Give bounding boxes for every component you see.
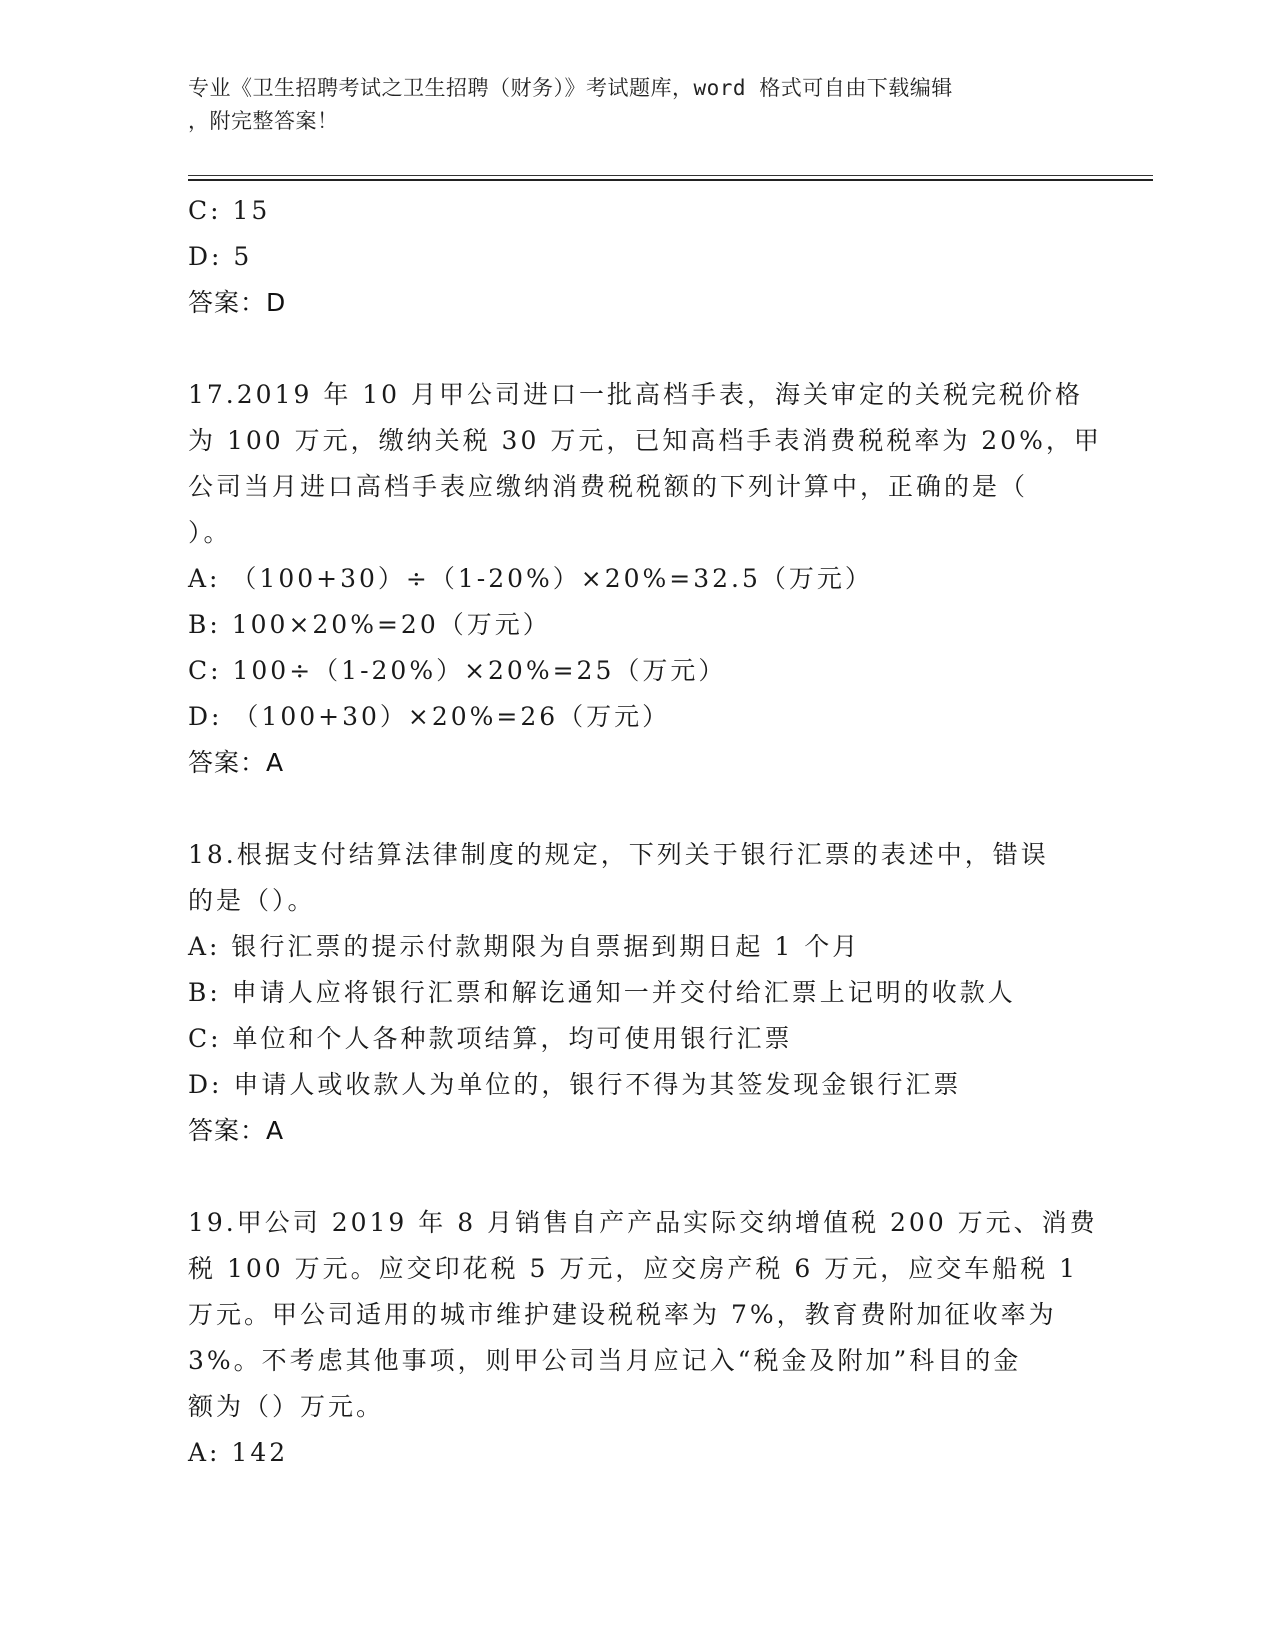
- option-d: D: 申请人或收款人为单位的，银行不得为其签发现金银行汇票: [188, 1070, 962, 1099]
- option-a: A: 142: [188, 1438, 289, 1467]
- header-divider-thick: [188, 179, 1153, 181]
- question-text-line: ）。: [188, 518, 232, 547]
- question-text-line: 3%。不考虑其他事项，则甲公司当月应记入“税金及附加”科目的金: [188, 1346, 1022, 1375]
- question-text-line: 17.2019 年 10 月甲公司进口一批高档手表，海关审定的关税完税价格: [188, 380, 1084, 409]
- question-19: [188, 1200, 1098, 1476]
- question-text-line: 万元。甲公司适用的城市维护建设税税率为 7%，教育费附加征收率为: [188, 1300, 1057, 1329]
- spacer: [188, 326, 1088, 372]
- option-b: B: 申请人应将银行汇票和解讫通知一并交付给汇票上记明的收款人: [188, 978, 1016, 1007]
- option-a: A: （100+30）÷（1-20%）×20%=32.5（万元）: [188, 564, 873, 593]
- spacer: [188, 1154, 1088, 1200]
- question-text-line: 19.甲公司 2019 年 8 月销售自产产品实际交纳增值税 200 万元、消费: [188, 1208, 1098, 1237]
- answer-line: 答案：D: [188, 288, 287, 317]
- question-text-line: 税 100 万元。应交印花税 5 万元，应交房产税 6 万元，应交车船税 1: [188, 1254, 1079, 1283]
- header-line-1: 专业《卫生招聘考试之卫生招聘（财务）》考试题库，word 格式可自由下载编辑: [188, 76, 953, 100]
- question-17: [188, 372, 1102, 786]
- option-c: C: 15: [188, 196, 271, 225]
- option-d: D: （100+30）×20%=26（万元）: [188, 702, 671, 731]
- question-text-line: 的是（）。: [188, 886, 316, 915]
- question-text-line: 为 100 万元，缴纳关税 30 万元，已知高档手表消费税税率为 20%，甲: [188, 426, 1102, 455]
- question-text-line: 额为（）万元。: [188, 1392, 385, 1421]
- header-line-2: ，附完整答案！: [188, 109, 339, 133]
- option-c: C: 单位和个人各种款项结算，均可使用银行汇票: [188, 1024, 793, 1053]
- option-d: D: 5: [188, 242, 253, 271]
- question-18: [188, 832, 1088, 1154]
- header-divider-thin: [188, 175, 1153, 176]
- document-body: [188, 188, 1102, 1476]
- answer-line: 答案：A: [188, 748, 285, 777]
- question-text-line: 公司当月进口高档手表应缴纳消费税税额的下列计算中，正确的是（: [188, 472, 1029, 501]
- answer-line: 答案：A: [188, 1116, 285, 1145]
- spacer: [188, 786, 1088, 832]
- question-16-continued: [188, 188, 1088, 326]
- option-b: B: 100×20%=20（万元）: [188, 610, 551, 639]
- question-text-line: 18.根据支付结算法律制度的规定，下列关于银行汇票的表述中，错误: [188, 840, 1049, 869]
- option-a: A: 银行汇票的提示付款期限为自票据到期日起 1 个月: [188, 932, 861, 961]
- document-header: [188, 72, 1068, 138]
- option-c: C: 100÷（1-20%）×20%=25（万元）: [188, 656, 727, 685]
